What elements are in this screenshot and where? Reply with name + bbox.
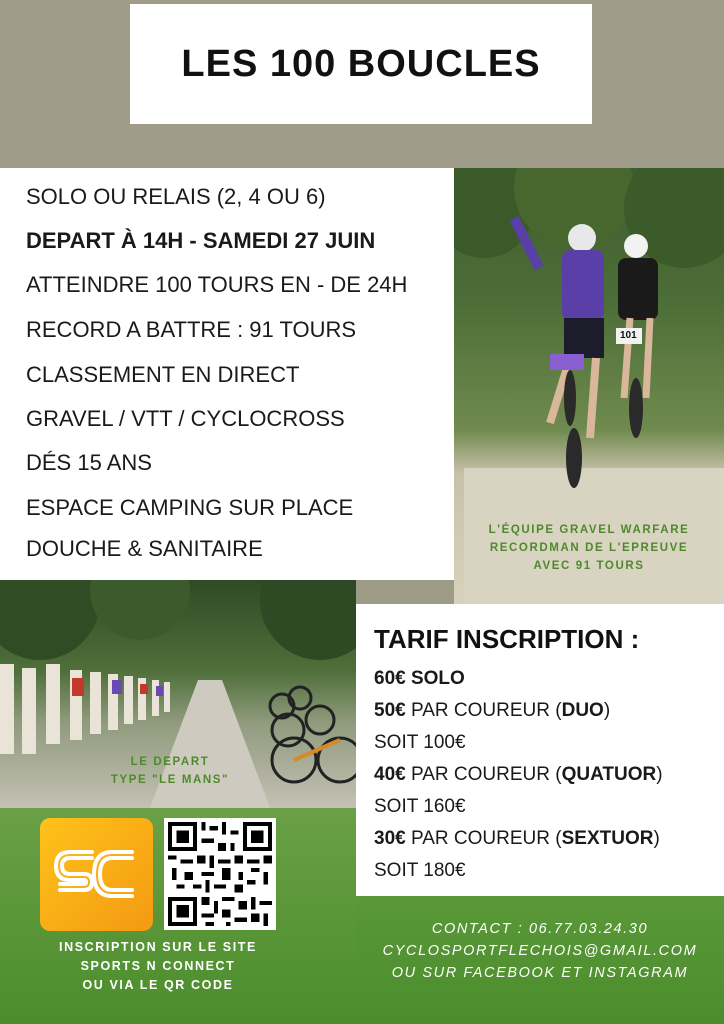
tarif-line-quatuor <box>374 764 663 786</box>
rider-caption-line-1: L'ÉQUIPE GRAVEL WARFARE <box>488 524 690 536</box>
rider-caption-line-3: AVEC 91 TOURS <box>533 560 645 572</box>
tarif-quatuor-price: 40€ <box>374 764 406 785</box>
rider-caption-line-2: RECORDMAN DE L'EPREUVE <box>489 542 689 554</box>
info-line-goal: ATTEINDRE 100 TOURS EN - DE 24H <box>26 272 408 297</box>
title-box <box>130 4 592 124</box>
tarif-duo-text: PAR COUREUR ( <box>405 700 562 721</box>
info-line-bikes: GRAVEL / VTT / CYCLOCROSS <box>26 406 345 431</box>
start-caption-line-2: TYPE "LE MANS" <box>110 774 230 786</box>
tarif-sextuor-label: SEXTUOR <box>561 828 654 849</box>
tarif-duo-price: 50€ <box>374 700 406 721</box>
start-caption-line-1: LE DEPART <box>130 756 210 768</box>
tarif-quatuor-text: PAR COUREUR ( <box>405 764 562 785</box>
contact-text <box>356 918 724 984</box>
page-title: LES 100 BOUCLES <box>181 42 541 85</box>
signup-line-3: OU VIA LE QR CODE <box>82 978 234 992</box>
tarif-sextuor-text: PAR COUREUR ( <box>405 828 562 849</box>
tarif-panel <box>356 604 724 896</box>
info-line-camping: ESPACE CAMPING SUR PLACE <box>26 495 354 520</box>
info-line-shower: DOUCHE & SANITAIRE <box>26 536 263 561</box>
tarif-quatuor-close: ) <box>656 764 663 785</box>
sc-logo-icon <box>40 818 153 931</box>
tarif-line-sextuor-total: SOIT 180€ <box>374 860 466 881</box>
info-line-start: DEPART À 14H - SAMEDI 27 JUIN <box>26 228 376 253</box>
start-photo <box>0 580 356 808</box>
info-line-format: SOLO OU RELAIS (2, 4 OU 6) <box>26 184 326 209</box>
tarif-duo-close: ) <box>603 700 611 721</box>
contact-phone[interactable]: CONTACT : 06.77.03.24.30 <box>431 921 649 937</box>
info-line-ranking: CLASSEMENT EN DIRECT <box>26 362 300 387</box>
info-line-record: RECORD A BATTRE : 91 TOURS <box>26 317 357 342</box>
info-panel <box>0 168 454 580</box>
riders-illustration <box>454 168 724 604</box>
sports-n-connect-logo[interactable] <box>40 818 153 931</box>
tarif-duo-label: DUO <box>561 700 604 721</box>
signup-line-1: INSCRIPTION SUR LE SITE <box>59 940 257 954</box>
signup-line-2: SPORTS N CONNECT <box>80 959 236 973</box>
rider-photo <box>454 168 724 604</box>
tarif-sextuor-price: 30€ <box>374 828 406 849</box>
qr-code[interactable] <box>164 818 276 930</box>
contact-social: OU SUR FACEBOOK ET INSTAGRAM <box>391 965 689 981</box>
info-line-age: DÉS 15 ANS <box>26 450 152 475</box>
tarif-line-sextuor <box>374 828 660 850</box>
tarif-line-duo-total: SOIT 100€ <box>374 732 466 753</box>
contact-email[interactable]: CYCLOSPORTFLECHOIS@GMAIL.COM <box>382 943 698 959</box>
tarif-title: TARIF INSCRIPTION : <box>374 624 640 654</box>
tarif-sextuor-close: ) <box>653 828 660 849</box>
tarif-quatuor-label: QUATUOR <box>561 764 657 785</box>
bib-number: 101 <box>620 330 637 341</box>
tarif-solo-price: 60€ SOLO <box>374 668 465 689</box>
qr-code-icon <box>168 822 272 926</box>
tarif-line-solo <box>374 668 465 690</box>
tarif-line-duo <box>374 700 610 722</box>
tarif-line-quatuor-total: SOIT 160€ <box>374 796 466 817</box>
signup-text <box>40 938 276 995</box>
